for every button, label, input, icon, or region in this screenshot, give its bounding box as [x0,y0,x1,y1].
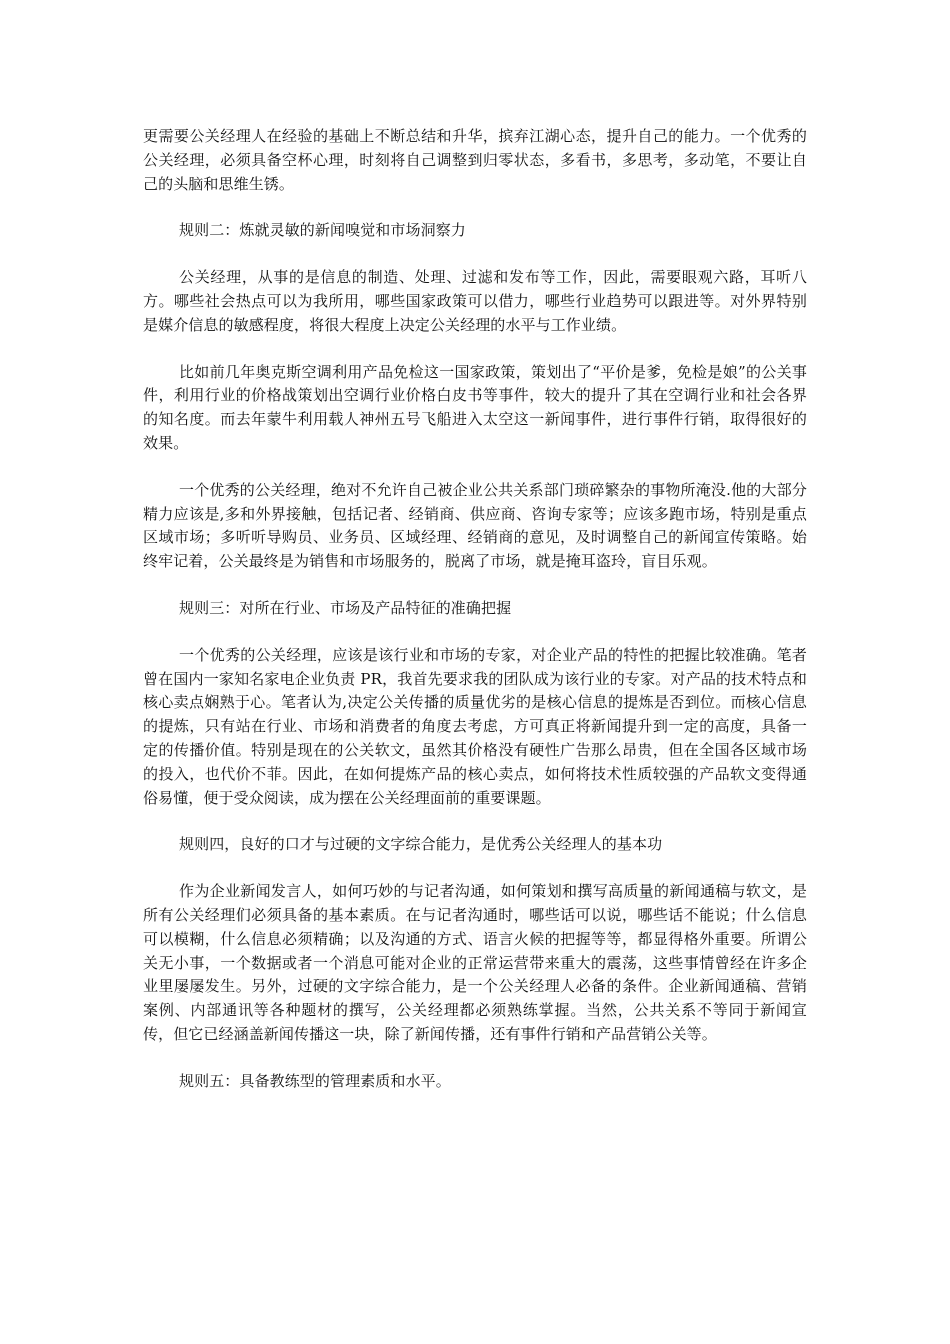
heading-rule-four: 规则四，良好的口才与过硬的文字综合能力，是优秀公关经理人的基本功 [179,835,663,854]
heading-rule-three: 规则三：对所在行业、市场及产品特征的准确把握 [179,598,512,617]
paragraph-market-focus: 一个优秀的公关经理，绝对不允许自己被企业公共关系部门琐碎繁杂的事物所淹没.他的大部分精力应该是,多和外界接触，包括记者、经销商、供应商、咨询专家等；应该多跑市场，特别是重点区域市场；多听听导购员、业务员、区域经理、经销商的意见，及时调整自己的新闻宣传策略。始终牢记着，公关最终是为销售和市场服务的，脱离了市场，就是掩耳盗玲，盲目乐观。 [143,480,807,571]
document-body [143,125,807,1117]
paragraph-example: 比如前几年奥克斯空调利用产品免检这一国家政策，策划出了“平价是爹，免检是娘”的公关事件，利用行业的价格战策划出空调行业价格白皮书等事件，较大的提升了其在空调行业和社会各界的知名度。而去年蒙牛利用载人神州五号飞船进入太空这一新闻事件，进行事件行销，取得很好的效果。 [143,362,807,452]
heading-rule-five: 规则五：具备教练型的管理素质和水平。 [179,1071,451,1090]
paragraph-rule-two-body: 公关经理，从事的是信息的制造、处理、过滤和发布等工作，因此，需要眼观六路，耳听八方。哪些社会热点可以为我所用，哪些国家政策可以借力，哪些行业趋势可以跟进等。对外界特别是媒介信息的敏感程度，将很大程度上决定公关经理的水平与工作业绩。 [143,268,807,334]
paragraph-rule-four-body: 作为企业新闻发言人，如何巧妙的与记者沟通，如何策划和撰写高质量的新闻通稿与软文，是所有公关经理们必须具备的基本素质。在与记者沟通时，哪些话可以说，哪些话不能说；什么信息可以模糊，什么信息必须精确；以及沟通的方式、语言火候的把握等等，都显得格外重要。所谓公关无小事，一个数据或者一个消息可能对企业的正常运营带来重大的震荡，这些事情曾经在许多企业里屡屡发生。另外，过硬的文字综合能力，是一个公关经理人必备的条件。企业新闻通稿、营销案例、内部通讯等各种题材的撰写，公关经理都必须熟练掌握。当然，公共关系不等同于新闻宣传，但它已经涵盖新闻传播这一块，除了新闻传播，还有事件行销和产品营销公关等。 [143,882,807,1043]
paragraph-intro: 更需要公关经理人在经验的基础上不断总结和升华，摈弃江湖心态，提升自己的能力。一个优秀的公关经理，必须具备空杯心理，时刻将自己调整到归零状态，多看书，多思考，多动笔，不要让自己的头脑和思维生锈。 [143,127,807,193]
paragraph-rule-three-body: 一个优秀的公关经理，应该是该行业和市场的专家，对企业产品的特性的把握比较准确。笔者曾在国内一家知名家电企业负责 PR，我首先要求我的团队成为该行业的专家。对产品的技术特点和核心卖点娴熟于心。笔者认为,决定公关传播的质量优劣的是核心信息的提炼是否到位。而核心信息的提炼，只有站在行业、市场和消费者的角度去考虑，方可真正将新闻提升到一定的高度，具备一定的传播价值。特别是现在的公关软文，虽然其价格没有硬性广告那么昂贵，但在全国各区域市场的投入，也代价不菲。因此，在如何提炼产品的核心卖点，如何将技术性质较强的产品软文变得通俗易懂，便于受众阅读，成为摆在公关经理面前的重要课题。 [143,645,807,807]
heading-rule-two: 规则二：炼就灵敏的新闻嗅觉和市场洞察力 [179,221,466,240]
